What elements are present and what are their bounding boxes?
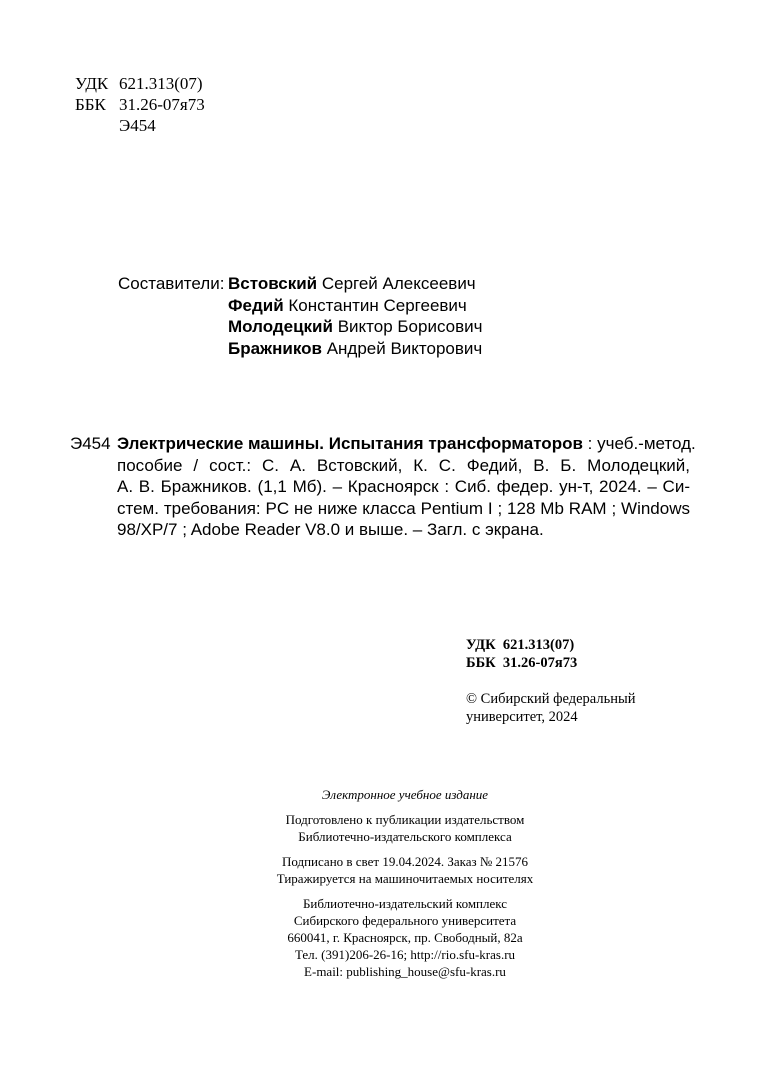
udk-code: УДК 621.313(07) — [466, 637, 575, 653]
udk-row — [75, 73, 205, 94]
compiler-row — [118, 295, 483, 317]
record-title: Электрические машины. Испытания трансформаторов — [117, 434, 583, 453]
record-line: пособие / сост.: С. А. Встовский, К. С. Федий, В. Б. Молодецкий, — [117, 455, 690, 475]
udk-label: УДК — [75, 74, 109, 93]
author-mark-row — [75, 115, 205, 136]
compiler-surname: Встовский — [228, 274, 318, 293]
copyright-line: © Сибирский федеральный — [466, 691, 636, 707]
compiler-surname: Молодецкий — [228, 317, 333, 336]
record-code: Э454 — [70, 434, 111, 453]
bbk-label: ББК — [75, 95, 106, 114]
bibliographic-record — [70, 433, 696, 541]
record-line: 98/XP/7 ; Adobe Reader V8.0 и выше. – Загл. с экрана. — [117, 520, 544, 539]
compiler-name: Андрей Викторович — [326, 338, 483, 358]
compiler-name: Константин Сергеевич — [288, 295, 467, 315]
compiler-row — [118, 316, 483, 338]
bbk-row — [75, 94, 205, 115]
compiler-name: Виктор Борисович — [337, 317, 483, 336]
record-line: А. В. Бражников. (1,1 Мб). – Красноярск : Сиб. федер. ун-т, 2024. – Си- — [117, 477, 690, 496]
bottom-classification — [466, 636, 577, 672]
copyright-line: университет, 2024 — [466, 709, 578, 725]
signed-line: Подписано в свет 19.04.2024. Заказ № 21576 — [281, 854, 529, 869]
record-line — [117, 433, 696, 455]
copyright-block — [466, 690, 635, 726]
top-classification — [75, 73, 205, 136]
record-title-rest: : учеб.-метод. — [582, 434, 696, 453]
compiler-surname: Бражников — [228, 338, 322, 358]
record-line: стем. требования: PC не ниже класса Pentium I ; 128 Mb RAM ; Windows — [117, 498, 690, 518]
copies-line: Тиражируется на машиночитаемых носителях — [276, 871, 534, 886]
compiler-row — [118, 273, 483, 295]
publisher-line: Библиотечно-издательский комплекс — [302, 896, 508, 911]
bbk-value: 31.26-07я73 — [119, 95, 205, 114]
publisher-address: 660041, г. Красноярск, пр. Свободный, 82а — [287, 930, 523, 945]
prepared-line: Подготовлено к публикации издательством — [285, 812, 525, 827]
edition-type: Электронное учебное издание — [321, 787, 489, 802]
compiler-row — [118, 338, 483, 360]
publisher-email: E-mail: publishing_house@sfu-kras.ru — [304, 964, 506, 979]
compilers-label: Составители: — [118, 274, 225, 293]
author-mark: Э454 — [119, 116, 156, 135]
publisher-line: Сибирского федерального университета — [293, 913, 517, 928]
imprint-block — [0, 786, 764, 980]
compiler-name: Сергей Алексеевич — [321, 274, 476, 293]
udk-value: 621.313(07) — [119, 74, 203, 93]
publisher-phone: Тел. (391)206-26-16; http://rio.sfu-kras.ru — [294, 947, 516, 962]
compilers-block — [118, 273, 483, 359]
bbk-code: ББК 31.26-07я73 — [466, 655, 578, 671]
compiler-surname: Федий — [228, 295, 284, 315]
prepared-line: Библиотечно-издательского комплекса — [298, 829, 512, 844]
